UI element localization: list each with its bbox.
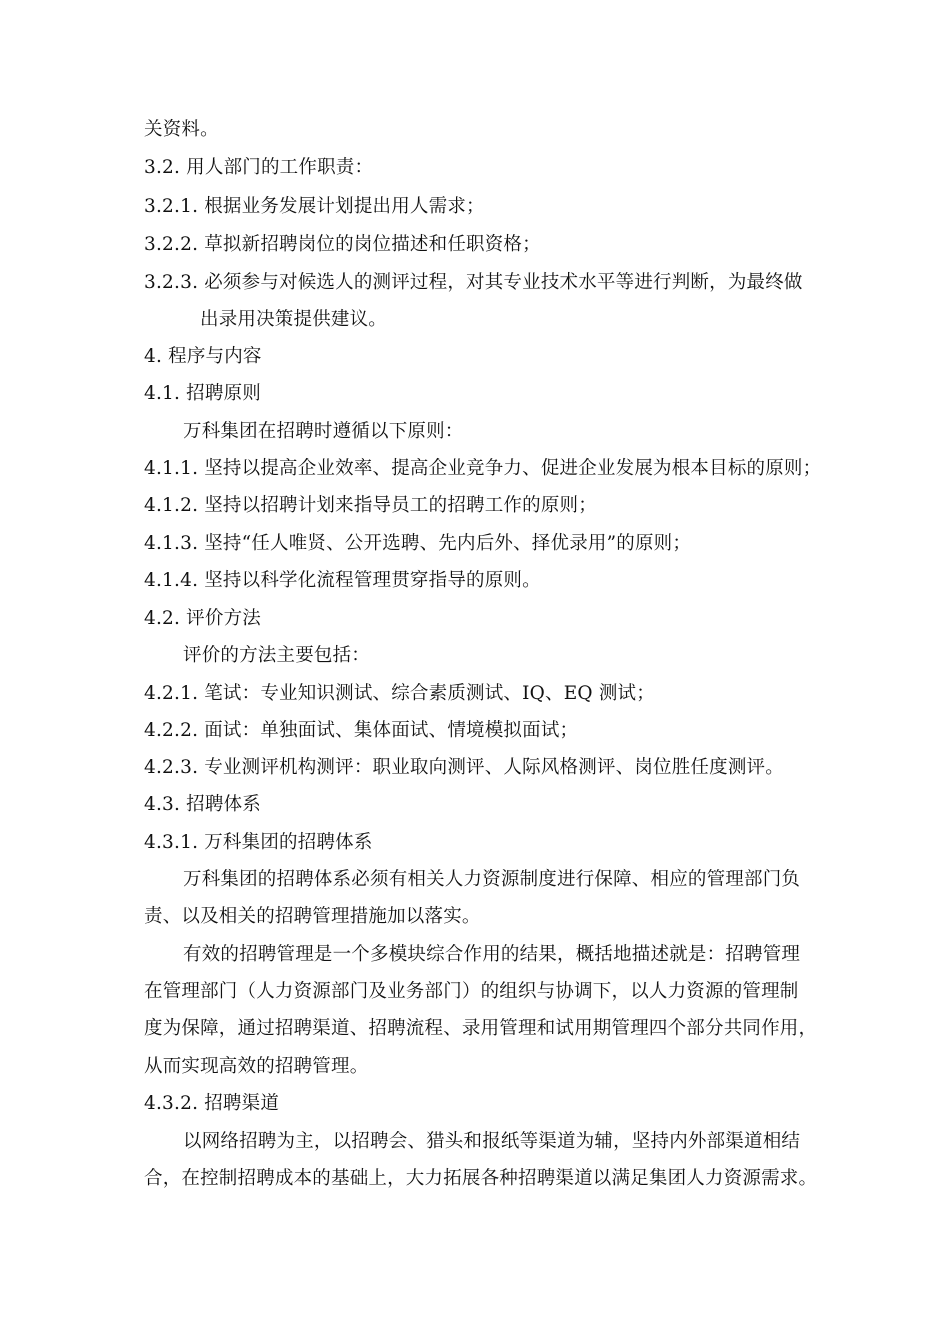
list-item-4-1-4: 4.1.4. 坚持以科学化流程管理贯穿指导的原则。	[144, 570, 541, 591]
paragraph-4-3-1-line-2: 责、以及相关的招聘管理措施加以落实。	[144, 906, 481, 927]
section-heading-3-2: 3.2. 用人部门的工作职责：	[144, 157, 374, 178]
subsection-heading-4-3-1: 4.3.1. 万科集团的招聘体系	[144, 832, 373, 853]
list-item-3-2-3: 3.2.3. 必须参与对候选人的测评过程，对其专业技术水平等进行判断，为最终做	[144, 272, 803, 293]
list-item-3-2-1: 3.2.1. 根据业务发展计划提出用人需求；	[144, 196, 485, 217]
paragraph-4-3-2-line-2: 合，在控制招聘成本的基础上，大力拓展各种招聘渠道以满足集团人力资源需求。	[144, 1168, 818, 1189]
list-item-4-2-1: 4.2.1. 笔试：专业知识测试、综合素质测试、IQ、EQ 测试；	[144, 683, 655, 704]
section-heading-4: 4. 程序与内容	[144, 346, 262, 367]
list-item-3-2-3-continuation: 出录用决策提供建议。	[200, 309, 388, 330]
paragraph-4-3-1b-line-4: 从而实现高效的招聘管理。	[144, 1056, 369, 1077]
text-line-continuation: 关资料。	[144, 119, 219, 140]
section-heading-4-3: 4.3. 招聘体系	[144, 794, 261, 815]
list-item-3-2-2: 3.2.2. 草拟新招聘岗位的岗位描述和任职资格；	[144, 234, 541, 255]
paragraph-4-2-intro: 评价的方法主要包括：	[183, 645, 371, 666]
paragraph-4-3-1-line-1: 万科集团的招聘体系必须有相关人力资源制度进行保障、相应的管理部门负	[183, 869, 801, 890]
paragraph-4-3-1b-line-3: 度为保障，通过招聘渠道、招聘流程、录用管理和试用期管理四个部分共同作用，	[144, 1018, 818, 1039]
subsection-heading-4-3-2: 4.3.2. 招聘渠道	[144, 1093, 280, 1114]
list-item-4-1-1: 4.1.1. 坚持以提高企业效率、提高企业竞争力、促进企业发展为根本目标的原则；	[144, 458, 822, 479]
paragraph-4-3-1b-line-1: 有效的招聘管理是一个多模块综合作用的结果，概括地描述就是：招聘管理	[183, 944, 801, 965]
paragraph-4-1-intro: 万科集团在招聘时遵循以下原则：	[183, 421, 464, 442]
paragraph-4-3-1b-line-2: 在管理部门（人力资源部门及业务部门）的组织与协调下，以人力资源的管理制	[144, 981, 799, 1002]
section-heading-4-1: 4.1. 招聘原则	[144, 383, 261, 404]
section-heading-4-2: 4.2. 评价方法	[144, 608, 261, 629]
list-item-4-1-3: 4.1.3. 坚持“任人唯贤、公开选聘、先内后外、择优录用”的原则；	[144, 533, 692, 554]
list-item-4-2-2: 4.2.2. 面试：单独面试、集体面试、情境模拟面试；	[144, 720, 579, 741]
list-item-4-1-2: 4.1.2. 坚持以招聘计划来指导员工的招聘工作的原则；	[144, 495, 597, 516]
paragraph-4-3-2-line-1: 以网络招聘为主，以招聘会、猎头和报纸等渠道为辅，坚持内外部渠道相结	[183, 1131, 801, 1152]
list-item-4-2-3: 4.2.3. 专业测评机构测评：职业取向测评、人际风格测评、岗位胜任度测评。	[144, 757, 784, 778]
